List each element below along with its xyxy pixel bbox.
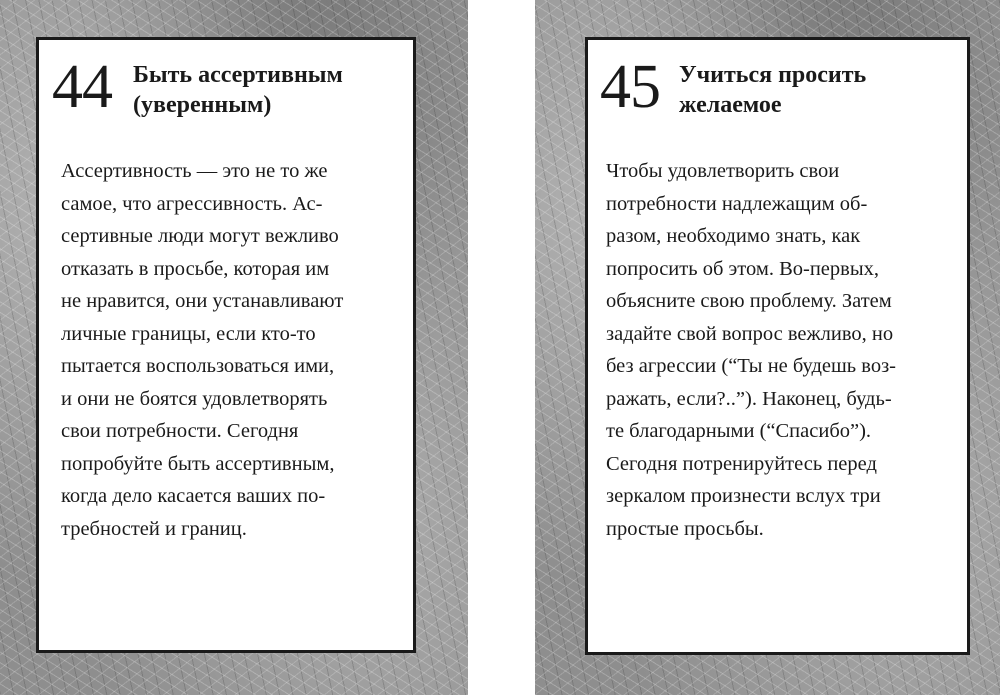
body-line: простые просьбы. bbox=[606, 517, 764, 540]
body-line: личные границы, если кто-то bbox=[61, 322, 316, 345]
card-title-line: Учиться просить bbox=[679, 62, 867, 88]
body-line: Сегодня потренируйтесь перед bbox=[606, 452, 877, 475]
body-line: когда дело касается ваших по- bbox=[61, 485, 326, 507]
card-panel bbox=[36, 37, 416, 653]
card-title-line: желаемое bbox=[679, 92, 782, 118]
body-line: и они не боятся удовлетворять bbox=[61, 387, 328, 410]
body-line: зеркалом произнести вслух три bbox=[606, 485, 881, 507]
body-line: Чтобы удовлетворить свои bbox=[606, 160, 840, 182]
card-body bbox=[606, 155, 951, 545]
body-line: без агрессии (“Ты не будешь воз- bbox=[606, 355, 896, 377]
body-line: те благодарными (“Спасибо”). bbox=[606, 420, 872, 442]
body-line: свои потребности. Сегодня bbox=[61, 420, 299, 442]
card-45 bbox=[535, 0, 1000, 695]
card-title bbox=[133, 60, 403, 120]
card-title-line: (уверенным) bbox=[133, 92, 272, 118]
body-line: пытается воспользоваться ими, bbox=[61, 355, 335, 377]
body-line: задайте свой вопрос вежливо, но bbox=[606, 322, 894, 345]
body-line: попробуйте быть ассертивным, bbox=[61, 452, 335, 475]
body-line: сертивные люди могут вежливо bbox=[61, 225, 339, 247]
body-line: разом, необходимо знать, как bbox=[606, 225, 861, 247]
body-line: Ассертивность — это не то же bbox=[61, 160, 328, 182]
card-body bbox=[61, 155, 401, 545]
body-line: ражать, если?..”). Наконец, будь- bbox=[606, 387, 892, 410]
body-line: отказать в просьбе, которая им bbox=[61, 257, 330, 280]
body-line: потребности надлежащим об- bbox=[606, 192, 868, 215]
card-number: 44 bbox=[52, 53, 112, 121]
body-line: не нравится, они устанавливают bbox=[61, 290, 344, 312]
card-title-line: Быть ассертивным bbox=[133, 62, 343, 88]
body-line: самое, что агрессивность. Ас- bbox=[61, 192, 323, 215]
card-number: 45 bbox=[600, 53, 660, 121]
card-panel bbox=[585, 37, 970, 655]
card-44 bbox=[0, 0, 468, 695]
body-line: попросить об этом. Во-первых, bbox=[606, 257, 879, 280]
body-line: требностей и границ. bbox=[61, 517, 247, 540]
card-title bbox=[679, 60, 949, 120]
body-line: объясните свою проблему. Затем bbox=[606, 290, 892, 312]
